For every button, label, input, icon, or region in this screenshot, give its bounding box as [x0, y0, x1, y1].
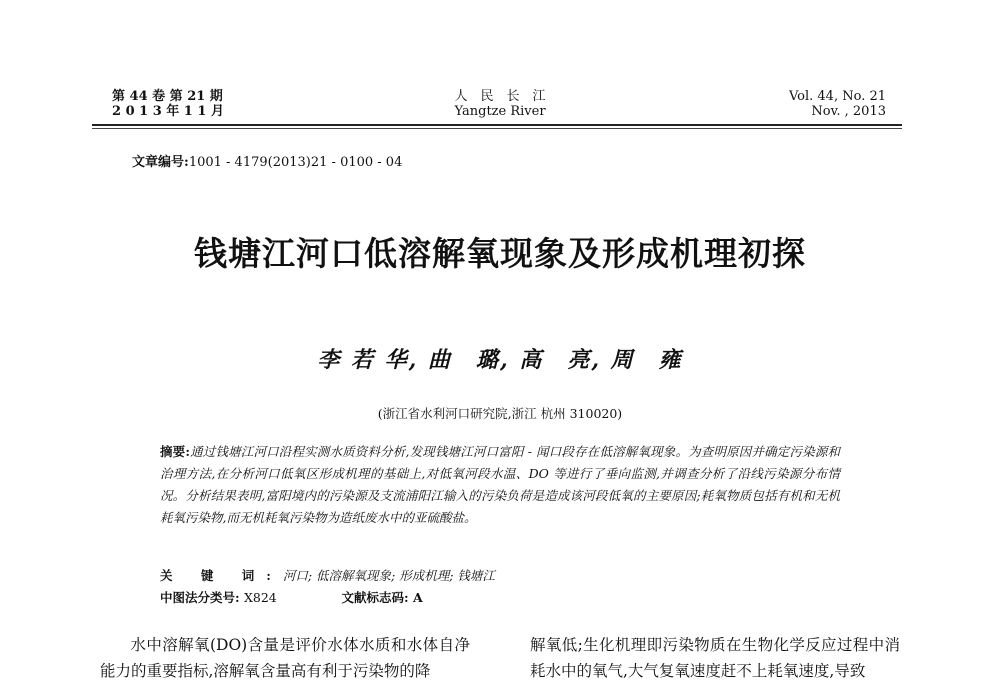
- body-right-text: 解氧低;生化机理即污染物质在生物化学反应过程中消耗水中的氧气,大气复氧速度赶不上耗氧速度,导致: [530, 636, 900, 680]
- paper-title: 钱塘江河口低溶解氧现象及形成机理初探: [194, 234, 806, 273]
- author-list: 李 若 华, 曲 璐, 高 亮, 周 雍: [317, 347, 683, 373]
- body-column-left: [100, 632, 470, 684]
- clc-label: 中图法分类号:: [160, 590, 240, 605]
- article-number: [132, 151, 402, 170]
- keywords-text: 河口; 低溶解氧现象; 形成机理; 钱塘江: [282, 568, 495, 583]
- body-column-right: [530, 632, 900, 684]
- body-left-text: 水中溶解氧(DO)含量是评价水体水质和水体自净能力的重要指标,溶解氧含量高有利于污染物的降: [100, 636, 470, 680]
- header-journal-en: Yangtze River: [454, 104, 546, 119]
- affiliation: (浙江省水利河口研究院,浙江 杭州 310020): [377, 406, 623, 421]
- header-month-year: Nov. , 2013: [811, 104, 886, 119]
- abstract-label: 摘要:: [160, 444, 190, 459]
- doc-code-label: 文献标志码:: [341, 590, 409, 605]
- abstract-text: 通过钱塘江河口沿程实测水质资料分析,发现钱塘江河口富阳 - 闻口段存在低溶解氧现象。为查明原因并确定污染源和治理方法,在分析河口低氧区形成机理的基础上,对低氧河段水温、DO 等进行了垂向监测,并调查分析了沿线污染源分布情况。分析结果表明,富阳境内的污染源及支流浦阳江输入的污染负荷是造成该河段低氧的主要原因;耗氧物质包括有机和无机耗氧污染物,而无机耗氧污染物为造纸废水中的亚硫酸盐。: [160, 444, 840, 525]
- doc-code-value: A: [412, 590, 423, 605]
- header-rule-thin: [92, 128, 902, 129]
- header-vol-no: Vol. 44, No. 21: [788, 89, 886, 104]
- keywords-label: 关 键 词:: [160, 568, 283, 583]
- article-number-label: 文章编号:: [132, 155, 189, 170]
- header-volume-line: 第 44 卷 第 21 期: [112, 89, 223, 104]
- header-date-line: 2 0 1 3 年 1 1 月: [112, 104, 224, 119]
- keywords: [160, 566, 495, 584]
- classification: [160, 588, 423, 606]
- header-rule: [92, 124, 902, 126]
- clc-value: X824: [243, 590, 277, 605]
- abstract: [160, 441, 840, 529]
- article-number-value: 1001 - 4179(2013)21 - 0100 - 04: [188, 155, 403, 170]
- header-journal-cn: 人 民 长 江: [454, 89, 546, 104]
- header-volume-en: [789, 89, 886, 119]
